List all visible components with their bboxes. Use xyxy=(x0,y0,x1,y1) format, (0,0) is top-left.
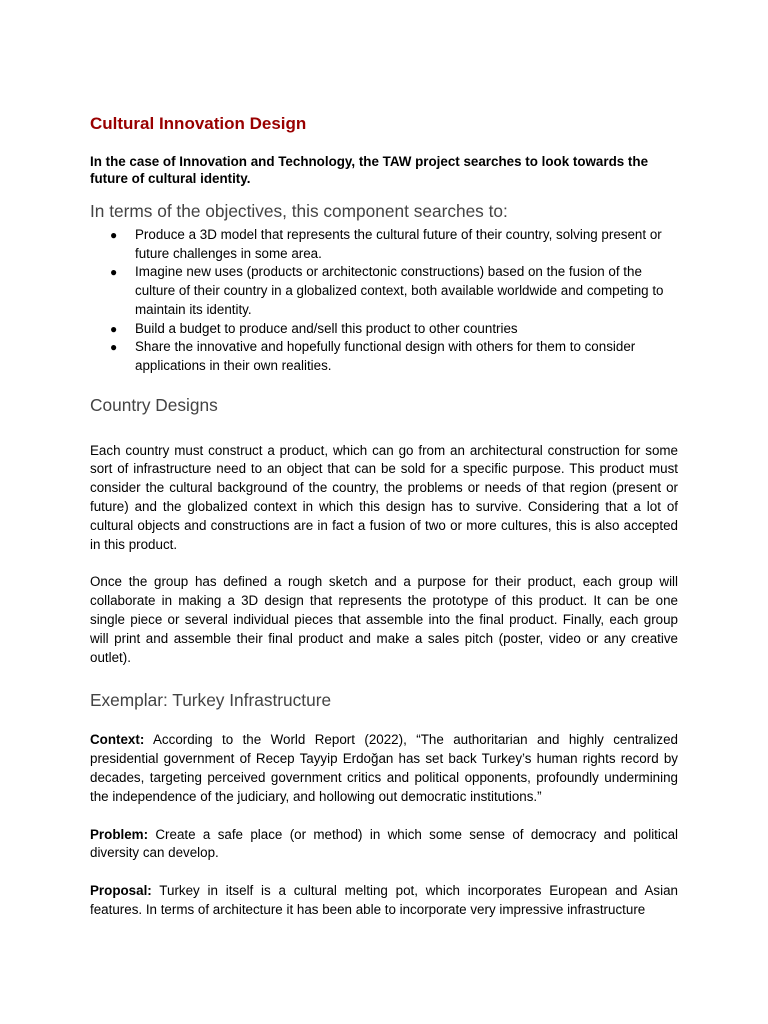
exemplar-heading: Exemplar: Turkey Infrastructure xyxy=(90,690,332,711)
list-item-text: Produce a 3D model that represents the cultural future of their country, solving present or future challenges in some area. xyxy=(135,227,662,261)
proposal-paragraph xyxy=(90,882,678,920)
problem-paragraph xyxy=(90,826,678,864)
country-paragraph-1: Each country must construct a product, which can go from an architectural construction for some sort of infrastructure need to an object that can be sold for a specific purpose. This product must consider the cultural background of the country, the problems or needs of that region (present or future) and the globalized context in which this design has to survive. Considering that a lot of cultural objects and constructions are in fact a fusion of two or more cultures, this is also accepted in this product. xyxy=(90,442,678,552)
problem-label: Problem: xyxy=(90,826,149,842)
list-item xyxy=(90,263,678,319)
intro-text: In the case of Innovation and Technology, the TAW project searches to look towards the future of cultural identity. xyxy=(90,154,649,186)
list-item-text: Imagine new uses (products or architectonic constructions) based on the fusion of the culture of their country in a globalized context, both available worldwide and competing to maintain its identity. xyxy=(135,264,664,317)
document-page xyxy=(90,113,678,920)
list-item-text: Build a budget to produce and/sell this product to other countries xyxy=(135,320,518,336)
bullet-icon: ● xyxy=(110,321,118,336)
bullet-icon: ● xyxy=(110,228,118,242)
bullet-icon: ● xyxy=(110,265,118,280)
problem-text: Create a safe place (or method) in which some sense of democracy and political diversity can develop. xyxy=(90,826,678,861)
bullet-icon: ● xyxy=(110,340,118,355)
list-item-text: Share the innovative and hopefully functional design with others for them to consider applications in their own realities. xyxy=(135,339,636,373)
context-label: Context: xyxy=(90,732,145,748)
list-item xyxy=(90,320,678,339)
proposal-label: Proposal: xyxy=(90,883,152,899)
page-title: Cultural Innovation Design xyxy=(90,114,307,133)
objectives-heading: In terms of the objectives, this component searches to: xyxy=(90,201,508,221)
country-designs-heading: Country Designs xyxy=(90,394,218,415)
objectives-list xyxy=(90,226,678,376)
proposal-text: Turkey in itself is a cultural melting pot, which incorporates European and Asian features. In terms of architecture it has been able to incorporate very impressive infrastructure xyxy=(90,883,678,917)
list-item xyxy=(90,226,678,263)
country-paragraph-2: Once the group has defined a rough sketch and a purpose for their product, each group will collaborate in making a 3D design that represents the prototype of this product. It can be one single piece or several individual pieces that assemble into the final product. Finally, each group will print and assemble their final product and make a sales pitch (poster, video or any creative outlet). xyxy=(90,574,678,665)
context-paragraph xyxy=(90,731,678,806)
list-item xyxy=(90,338,678,375)
context-text: According to the World Report (2022), “The authoritarian and highly centralized presidential government of Recep Tayyip Erdoğan has set back Turkey’s human rights record by decades, targeting perceived government critics and political opponents, profoundly undermining the independence of the judiciary, and hollowing out democratic institutions.” xyxy=(90,732,678,804)
